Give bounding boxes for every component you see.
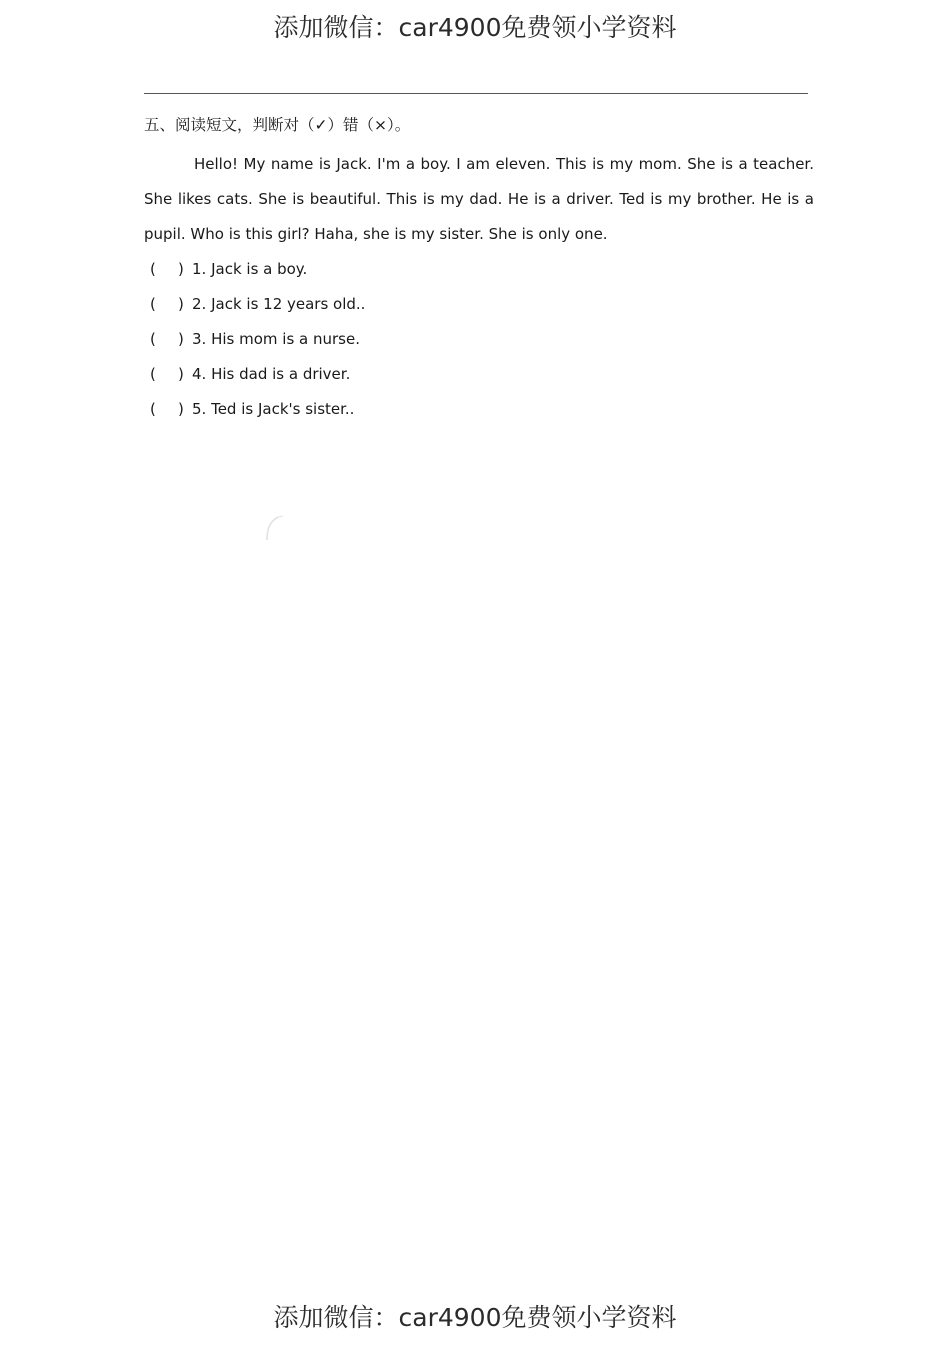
- question-item: [144, 252, 814, 287]
- question-list: [144, 252, 814, 427]
- answer-bracket-open: (: [150, 400, 156, 418]
- answer-bracket-close: ): [178, 330, 184, 348]
- answer-bracket-close: ): [178, 400, 184, 418]
- question-text: 3. His mom is a nurse.: [192, 330, 360, 348]
- question-text: 4. His dad is a driver.: [192, 365, 351, 383]
- answer-bracket-close: ): [178, 260, 184, 278]
- question-item: [144, 357, 814, 392]
- stray-pen-mark: [264, 512, 286, 542]
- answer-bracket-close: ): [178, 365, 184, 383]
- section-title: 五、阅读短文，判断对（✓）错（×）。: [144, 116, 411, 134]
- answer-bracket-close: ): [178, 295, 184, 313]
- question-item: [144, 392, 814, 427]
- answer-bracket-open: (: [150, 295, 156, 313]
- question-text: 1. Jack is a boy.: [192, 260, 308, 278]
- question-item: [144, 322, 814, 357]
- header-divider: [144, 93, 808, 94]
- reading-passage: Hello! My name is Jack. I'm a boy. I am eleven. This is my mom. She is a teacher. She likes cats. She is beautiful. This is my dad. He is a driver. Ted is my brother. He is a pupil. Who is this girl? Haha, she is my sister. She is only one.: [144, 155, 814, 243]
- question-item: [144, 287, 814, 322]
- question-text: 2. Jack is 12 years old..: [192, 295, 366, 313]
- watermark-bottom: 添加微信：car4900免费领小学资料: [273, 1303, 677, 1332]
- answer-bracket-open: (: [150, 365, 156, 383]
- reading-section: [144, 112, 814, 427]
- answer-bracket-open: (: [150, 260, 156, 278]
- question-text: 5. Ted is Jack's sister..: [192, 400, 355, 418]
- answer-bracket-open: (: [150, 330, 156, 348]
- watermark-top: 添加微信：car4900免费领小学资料: [273, 13, 677, 42]
